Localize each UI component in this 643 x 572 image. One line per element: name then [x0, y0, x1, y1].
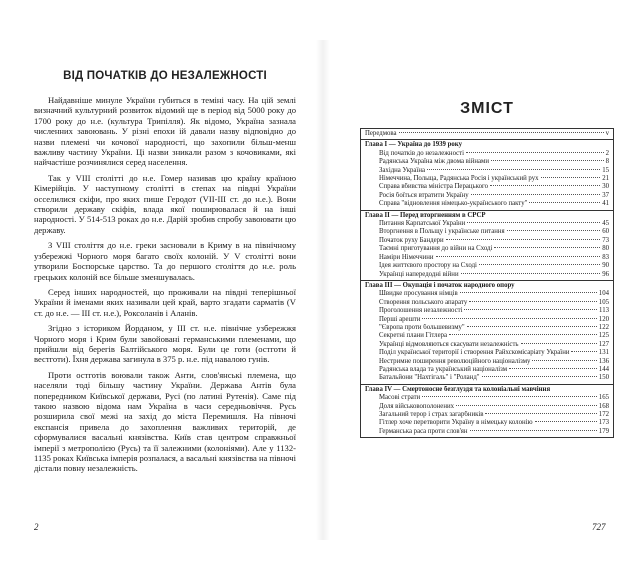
toc-entry: Радянська влада та український націоналізм 144 [379, 365, 609, 373]
toc-entry: Нестримне поширення революційного націоналізму 136 [379, 357, 609, 365]
paragraph: Так у VIII столітті до н.е. Гомер називав цю країну країною Кімерійців. У наступному столітті в степах на півдні України осселилися скіфи, про яких пише Геродот (VII-III ст. до н.е.). Вони створили державу скіфів, влада якої поширювалася й на інші народності. У 514-513 роках до н.е. Дарій зробив спробу завоювати цю державу. [34, 172, 296, 235]
toc-entry: Українці відмовляються скасувати незалежність 127 [379, 340, 609, 348]
toc-chapter [361, 385, 613, 437]
paragraph: Найдавніше минуле України губиться в темінi часу. На цій землі визначний культурний розвиток відомий ще в період від 5000 року до 1700 року до н.е. (культура Трипілля). Як відомо, Україна зазнала численних завоювань. У різні епохи ій давали назву відповідно до назви племені чи кочової народності, що захопили більш-менш важливу частину України. Ці назви зникали разом з кочовиками, які найчастіше розчинялися серед населення. [34, 95, 296, 168]
toc-entry: "Європа проти большевизму" 122 [379, 323, 609, 331]
chapter-heading: Глава III — Окупація і початок народного опору [365, 281, 515, 289]
toc-entry-label: Передмова [365, 130, 397, 137]
toc-entry: Справа вбивства міністра Перацького 30 [379, 183, 609, 191]
toc-chapter [361, 281, 613, 385]
paragraph: Проти остготів воювали також Анти, слов'янські племена, що населяли тоді більшу частину України. Держава Антів була попередником Київської держави, Русі (по латині Рутенія). Саме під такою назвою відома нам Україна в часи середньовіччя. Русь розширила свої межі на захід до міста Перемишля. На півночі експансія привела до захоплення важливих територій, де сформувалися васальні князівства. Київ став центром справжньої імперії з метрополією (Русь) та її залежними (колоніями). Але у 1132-1135 роках Київська імперія розпалася, а васальні князівства на півночі дістали повну незалежність. [34, 369, 296, 474]
toc-entry: Германська раса проти слов'ян 179 [379, 427, 609, 435]
toc-entry: Західна Україна 15 [379, 166, 609, 174]
toc-entry: Радянська Україна між двома війнами 8 [379, 158, 609, 166]
toc-entry: Наміри Німеччини 83 [379, 253, 609, 261]
paragraph: Серед інших народностей, що проживали на півдні теперішньої України й іменами яких називали цей край, варто згадати сарматів (V ст. до н.е. — III ст. н.е.), Роксоланів і Аланів. [34, 286, 296, 318]
toc-entry: Від початків до незалежності 2 [379, 149, 609, 157]
toc-foreword [361, 129, 613, 140]
toc-entry-page: v [605, 130, 609, 137]
toc-chapter [361, 140, 613, 210]
toc-entry: Секретні плани Гітлера 125 [379, 332, 609, 340]
toc-title: ЗМІСТ [460, 100, 514, 117]
toc-entry: Масові страти 165 [379, 394, 609, 402]
toc-chapter [361, 211, 613, 281]
toc-entry: Справа "відновлення німецько-українського пакту" 41 [379, 200, 609, 208]
toc-entry: Поділ української території і створення Райхскомісаріату України 131 [379, 349, 609, 357]
left-page [34, 70, 296, 479]
leader-dots [399, 132, 604, 133]
chapter-heading: Глава II — Перед вторгненням в СРСР [365, 211, 486, 219]
toc-entry: Загальний терор і страх загарбників 172 [379, 411, 609, 418]
toc-entry: Таємні приготування до війни на Сході 80 [379, 245, 609, 253]
toc-entry: Створення польського апарату 105 [379, 298, 609, 306]
toc-entry: Проголошення незалежності 113 [379, 307, 609, 315]
right-page-number: 727 [592, 522, 606, 532]
toc-entry: Вторгнення в Польщу і українське питання 60 [379, 228, 609, 236]
toc-entry: Перші арешти 120 [379, 315, 609, 323]
left-page-body [34, 95, 296, 474]
book-fold [316, 40, 330, 540]
left-page-number: 2 [34, 522, 39, 532]
paragraph: З VIII століття до н.е. греки засновали в Криму в на північному узбережжі Чорного моря багато своїх колоній. У V столітті вони утворили Боспорське царство. Та до першого століття до н.е. роль грецьких колоній все більше зменшувалась. [34, 240, 296, 282]
toc-entry: Німеччина, Польща, Радянська Росія і український рух 21 [379, 175, 609, 183]
chapter-heading: Глава I — Україна до 1939 року [365, 141, 463, 149]
toc-entry: Ідея життєвого простору на Сході 90 [379, 262, 609, 270]
left-page-title: ВІД ПОЧАТКІВ ДО НЕЗАЛЕЖНОСТІ [63, 70, 267, 82]
toc-entry: Українці напередодні війни 96 [379, 270, 609, 278]
toc-entry: Батальйони "Нахтігаль" і "Роланд" 150 [379, 374, 609, 382]
toc-entry: Гітлер хоче перетворити Україну в німецьку колонію 173 [379, 419, 609, 427]
toc-entry: Росія боїться втратити Україну 37 [379, 191, 609, 199]
right-page [360, 100, 614, 438]
toc-entry: Швидке просування німців 104 [379, 290, 609, 298]
paragraph: Згідно з істориком Йорданом, у III ст. н.е. північне узбережжя Чорного моря і Крим були завойовані германськими племенами, що прийшли від берегів Балтійського моря. Були це готи (остготи й вестготи). Їхня держава загинула в 375 р. н.е. під навалою гунів. [34, 323, 296, 365]
chapter-heading: Глава IV — Смертоносне безглуздя та колоніальні мавчіння [365, 385, 551, 393]
toc-table [360, 128, 614, 438]
toc-entry: Початок руху Бандери 73 [379, 236, 609, 244]
toc-entry: Питання Карпатської України 45 [379, 220, 609, 228]
toc-entry: Доля військовополонених 168 [379, 402, 609, 410]
